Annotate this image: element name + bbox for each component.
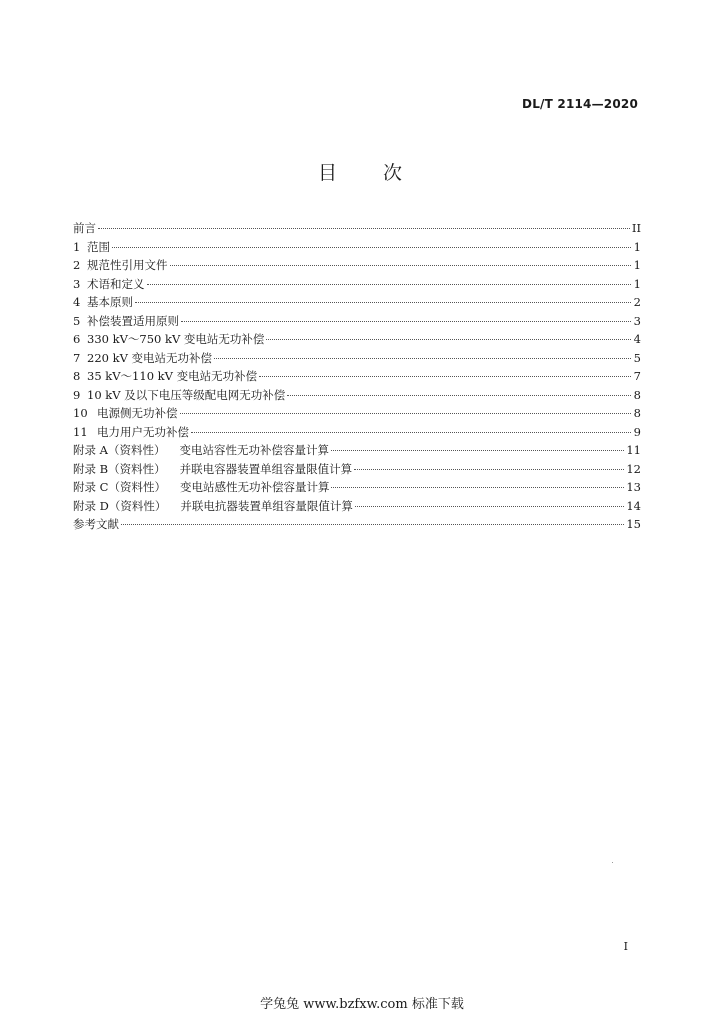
toc-entry-5[interactable] — [73, 312, 641, 331]
scan-speck — [612, 862, 613, 863]
toc-entry-label: 参考文献 — [73, 517, 119, 531]
dot-leader — [98, 228, 630, 229]
toc-entry-page: 14 — [626, 498, 641, 513]
toc-entry-number: 10 — [73, 406, 88, 420]
toc-entry-page: 13 — [626, 480, 641, 494]
toc-entry-number: 附录 D（资料性） — [73, 498, 167, 513]
dot-leader — [191, 432, 631, 433]
toc-entry-label: 并联电容器装置单组容量限值计算 — [179, 461, 353, 476]
toc-entry-number: 附录 B（资料性） — [73, 461, 166, 476]
toc-entry-number: 9 — [73, 387, 81, 402]
toc-entry-3[interactable] — [73, 275, 641, 294]
toc-entry-6[interactable] — [73, 330, 641, 349]
dot-leader — [147, 284, 632, 285]
toc-entry-number: 6 — [73, 332, 81, 346]
toc-entry-page: 1 — [633, 258, 641, 272]
toc-entry-11[interactable] — [73, 423, 641, 442]
toc-entry-page: 15 — [626, 517, 641, 531]
toc-entry-page: 12 — [626, 461, 641, 476]
toc-entry-number: 7 — [73, 350, 81, 365]
toc-entry-label: 330 kV～750 kV 变电站无功补偿 — [87, 332, 265, 346]
document-code: DL/T 2114—2020 — [522, 97, 638, 111]
toc-entry-1[interactable] — [73, 238, 641, 257]
toc-entry-label: 变电站容性无功补偿容量计算 — [179, 443, 329, 457]
toc-entry-label: 220 kV 变电站无功补偿 — [87, 350, 213, 365]
toc-entry-bibliography[interactable] — [73, 515, 641, 534]
dot-leader — [259, 376, 631, 377]
toc-entry-label: 术语和定义 — [87, 276, 145, 291]
toc-entry-label: 补偿装置适用原则 — [87, 313, 179, 328]
table-of-contents — [73, 219, 641, 534]
dot-leader — [170, 265, 632, 266]
toc-entry-number: 1 — [73, 239, 81, 254]
dot-leader — [331, 487, 624, 488]
toc-entry-page: 4 — [633, 332, 641, 346]
toc-entry-page: 8 — [633, 406, 641, 420]
toc-entry-page: 9 — [633, 424, 641, 439]
toc-entry-10[interactable] — [73, 404, 641, 423]
toc-entry-number: 8 — [73, 369, 81, 383]
toc-entry-2[interactable] — [73, 256, 641, 275]
toc-entry-foreword[interactable] — [73, 219, 641, 238]
toc-entry-number: 4 — [73, 295, 81, 309]
toc-entry-number: 5 — [73, 313, 81, 328]
toc-entry-number: 11 — [73, 424, 88, 439]
page-title — [0, 158, 724, 185]
toc-entry-7[interactable] — [73, 349, 641, 368]
dot-leader — [121, 524, 624, 525]
toc-entry-label: 35 kV～110 kV 变电站无功补偿 — [87, 369, 258, 383]
toc-entry-label: 并联电抗器装置单组容量限值计算 — [180, 498, 353, 513]
toc-entry-page: 7 — [633, 369, 641, 383]
dot-leader — [214, 358, 631, 359]
toc-entry-page: 1 — [633, 276, 641, 291]
toc-entry-page: II — [631, 221, 641, 235]
toc-entry-page: 1 — [633, 239, 641, 254]
page-number: I — [623, 940, 628, 953]
toc-entry-number: 3 — [73, 276, 81, 291]
dot-leader — [354, 469, 624, 470]
dot-leader — [287, 395, 631, 396]
toc-entry-page: 2 — [633, 295, 641, 309]
toc-entry-number: 附录 C（资料性） — [73, 480, 166, 494]
toc-entry-page: 5 — [633, 350, 641, 365]
toc-entry-appendix-a[interactable] — [73, 441, 641, 460]
toc-entry-label: 变电站感性无功补偿容量计算 — [179, 480, 330, 494]
title-char-2: 次 — [383, 162, 407, 184]
toc-entry-label: 范围 — [87, 239, 110, 254]
dot-leader — [135, 302, 631, 303]
toc-entry-appendix-b[interactable] — [73, 460, 641, 479]
toc-entry-label: 电力用户无功补偿 — [97, 424, 189, 439]
dot-leader — [180, 413, 632, 414]
toc-entry-appendix-d[interactable] — [73, 497, 641, 516]
toc-entry-label: 前言 — [73, 221, 96, 235]
toc-entry-label: 规范性引用文件 — [87, 258, 168, 272]
toc-entry-label: 10 kV 及以下电压等级配电网无功补偿 — [87, 387, 286, 402]
toc-entry-9[interactable] — [73, 386, 641, 405]
dot-leader — [112, 247, 631, 248]
title-char-1: 目 — [317, 162, 341, 184]
toc-entry-page: 3 — [633, 313, 641, 328]
footer-watermark: 学兔兔 www.bzfxw.com 标准下载 — [260, 997, 464, 1012]
toc-entry-number: 2 — [73, 258, 81, 272]
dot-leader — [331, 450, 624, 451]
toc-entry-page: 8 — [633, 387, 641, 402]
toc-entry-label: 基本原则 — [87, 295, 133, 309]
dot-leader — [181, 321, 631, 322]
toc-entry-8[interactable] — [73, 367, 641, 386]
toc-entry-number: 附录 A（资料性） — [73, 443, 166, 457]
dot-leader — [355, 506, 624, 507]
toc-entry-label: 电源侧无功补偿 — [97, 406, 178, 420]
toc-entry-page: 11 — [626, 443, 641, 457]
toc-entry-appendix-c[interactable] — [73, 478, 641, 497]
toc-entry-4[interactable] — [73, 293, 641, 312]
dot-leader — [266, 339, 631, 340]
